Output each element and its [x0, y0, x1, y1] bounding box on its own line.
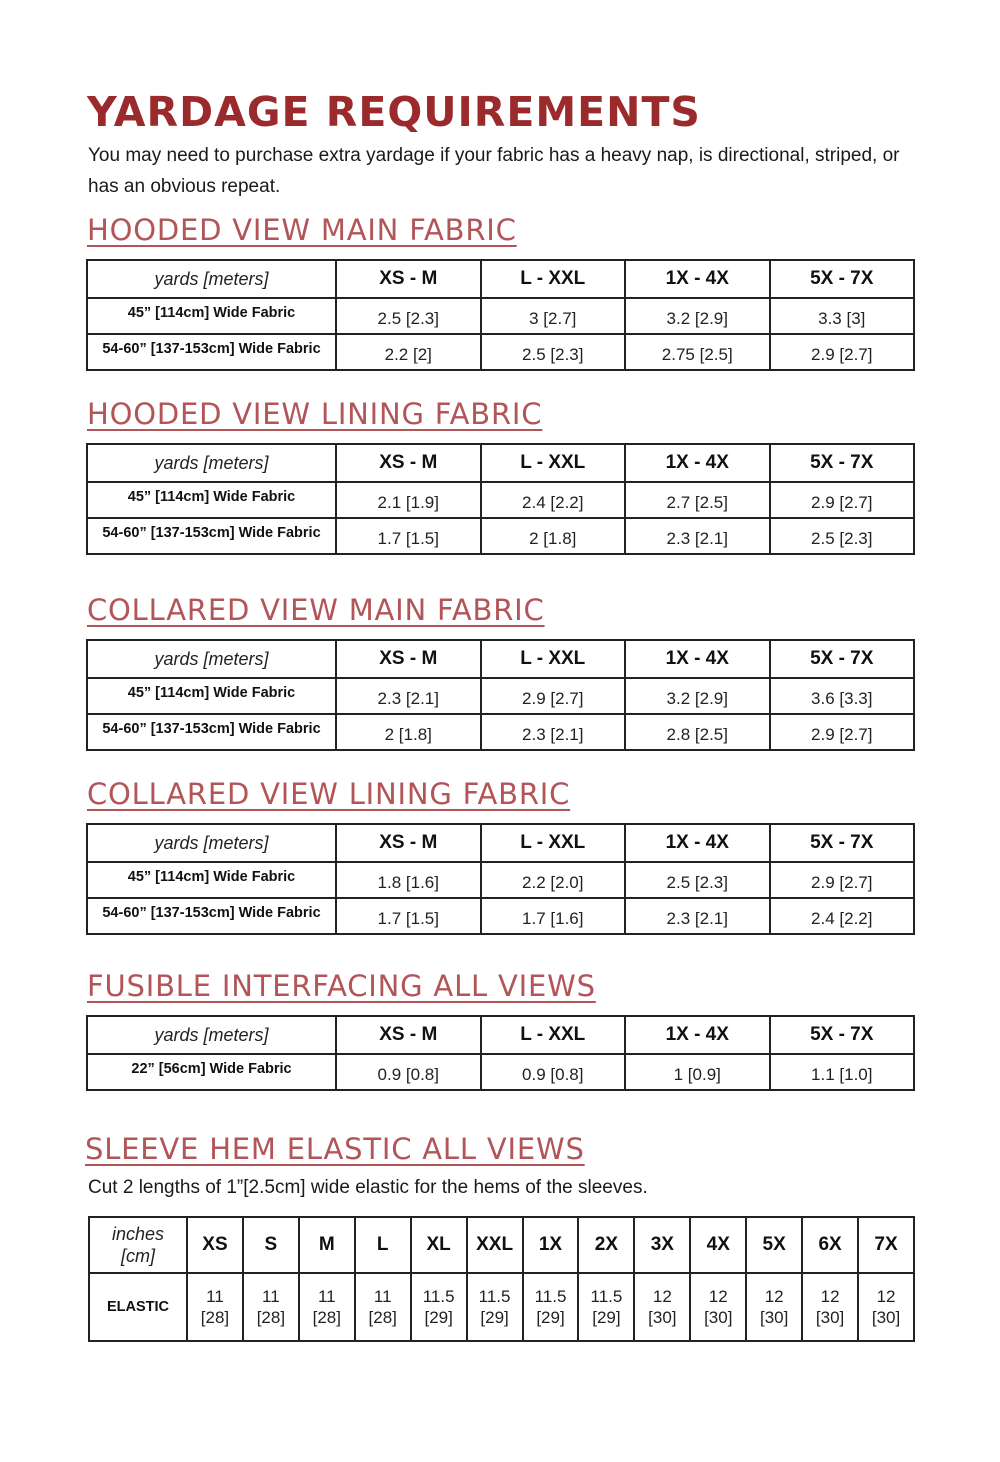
- size-header: L - XXL: [481, 824, 626, 862]
- yardage-cell: 2.5 [2.3]: [770, 518, 915, 554]
- units-header: yards [meters]: [87, 444, 336, 482]
- table-row: [87, 1054, 914, 1090]
- elastic-length-cell: [523, 1273, 579, 1341]
- yardage-cell: 2.5 [2.3]: [481, 334, 626, 370]
- yardage-cell: 2.1 [1.9]: [336, 482, 481, 518]
- fabric-width-label: 45” [114cm] Wide Fabric: [87, 482, 336, 518]
- units-line-cm: [cm]: [121, 1246, 155, 1266]
- size-header: L: [355, 1217, 411, 1273]
- yardage-cell: 0.9 [0.8]: [336, 1054, 481, 1090]
- size-header: L - XXL: [481, 260, 626, 298]
- yardage-cell: 2.9 [2.7]: [770, 334, 915, 370]
- elastic-length-cell: [802, 1273, 858, 1341]
- size-header: L - XXL: [481, 444, 626, 482]
- table-row: [87, 482, 914, 518]
- yardage-cell: 2 [1.8]: [481, 518, 626, 554]
- yardage-cell: 0.9 [0.8]: [481, 1054, 626, 1090]
- cm-value: [30]: [760, 1308, 789, 1327]
- table-header-row: [89, 1217, 914, 1273]
- inches-value: 11.5: [590, 1287, 623, 1306]
- elastic-length-cell: [690, 1273, 746, 1341]
- cm-value: [29]: [536, 1308, 565, 1327]
- elastic-length-cell: [187, 1273, 243, 1341]
- table-row: [87, 862, 914, 898]
- intro-text: You may need to purchase extra yardage if your fabric has a heavy nap, is directional, striped, or has an obvious repeat.: [88, 145, 900, 197]
- elastic-length-cell: [746, 1273, 802, 1341]
- cm-value: [28]: [200, 1308, 230, 1327]
- elastic-note: Cut 2 lengths of 1”[2.5cm] wide elastic for the hems of the sleeves.: [88, 1177, 648, 1198]
- yardage-cell: 2.3 [2.1]: [625, 898, 770, 934]
- size-header: 1X - 4X: [625, 1016, 770, 1054]
- yardage-cell: 2.7 [2.5]: [625, 482, 770, 518]
- cm-value: [29]: [480, 1308, 509, 1327]
- yardage-cell: 2.2 [2.0]: [481, 862, 626, 898]
- yardage-cell: 1.7 [1.6]: [481, 898, 626, 934]
- elastic-length-cell: [299, 1273, 355, 1341]
- table-header-row: [87, 824, 914, 862]
- size-header: 5X - 7X: [770, 260, 915, 298]
- fabric-width-label: 45” [114cm] Wide Fabric: [87, 862, 336, 898]
- table-row: [87, 898, 914, 934]
- elastic-length-cell: [355, 1273, 411, 1341]
- inches-value: 11: [373, 1287, 392, 1306]
- yardage-cell: 3.3 [3]: [770, 298, 915, 334]
- inches-value: 12: [876, 1287, 896, 1306]
- yardage-cell: 2.5 [2.3]: [336, 298, 481, 334]
- yardage-cell: 2.9 [2.7]: [770, 482, 915, 518]
- yardage-cell: 2.4 [2.2]: [481, 482, 626, 518]
- fabric-width-label: 45” [114cm] Wide Fabric: [87, 678, 336, 714]
- size-header: XS - M: [336, 1016, 481, 1054]
- units-header: yards [meters]: [87, 824, 336, 862]
- yardage-cell: 2.8 [2.5]: [625, 714, 770, 750]
- cm-value: [29]: [592, 1308, 621, 1327]
- yardage-cell: 2.9 [2.7]: [481, 678, 626, 714]
- inches-value: 11: [206, 1287, 224, 1306]
- cm-value: [30]: [704, 1308, 733, 1327]
- elastic-table: [88, 1216, 915, 1342]
- elastic-row-label: ELASTIC: [89, 1273, 187, 1341]
- inches-value: 11: [317, 1287, 336, 1306]
- units-line-inches: inches: [111, 1224, 165, 1244]
- size-header: 1X - 4X: [625, 640, 770, 678]
- section-heading: FUSIBLE INTERFACING ALL VIEWS: [87, 969, 596, 1003]
- yardage-cell: 2.9 [2.7]: [770, 862, 915, 898]
- size-header: XS - M: [336, 824, 481, 862]
- yardage-cell: 2 [1.8]: [336, 714, 481, 750]
- units-header: yards [meters]: [87, 640, 336, 678]
- yardage-cell: 2.4 [2.2]: [770, 898, 915, 934]
- size-header: XS - M: [336, 260, 481, 298]
- cm-value: [30]: [648, 1308, 677, 1327]
- table-row: [87, 334, 914, 370]
- fabric-width-label: 54-60” [137-153cm] Wide Fabric: [87, 518, 336, 554]
- inches-value: 12: [708, 1287, 728, 1306]
- size-header: XS: [187, 1217, 243, 1273]
- elastic-length-cell: [578, 1273, 634, 1341]
- size-header: 6X: [802, 1217, 858, 1273]
- fabric-width-label: 45” [114cm] Wide Fabric: [87, 298, 336, 334]
- elastic-length-cell: [243, 1273, 299, 1341]
- yardage-cell: 3.2 [2.9]: [625, 678, 770, 714]
- elastic-length-cell: [411, 1273, 467, 1341]
- size-header: XL: [411, 1217, 467, 1273]
- inches-value: 11.5: [478, 1287, 511, 1306]
- cm-value: [28]: [368, 1308, 397, 1327]
- size-header: 3X: [634, 1217, 690, 1273]
- size-header: 1X: [523, 1217, 579, 1273]
- units-header: yards [meters]: [87, 1016, 336, 1054]
- inches-value: 11: [262, 1287, 280, 1306]
- page-title: YARDAGE REQUIREMENTS: [87, 88, 701, 136]
- elastic-length-cell: [467, 1273, 523, 1341]
- cm-value: [30]: [871, 1308, 901, 1327]
- size-header: 1X - 4X: [625, 260, 770, 298]
- size-header: S: [243, 1217, 299, 1273]
- section-heading: HOODED VIEW MAIN FABRIC: [87, 213, 517, 247]
- size-header: L - XXL: [481, 640, 626, 678]
- table-header-row: [87, 1016, 914, 1054]
- yardage-cell: 2.75 [2.5]: [625, 334, 770, 370]
- size-header: M: [299, 1217, 355, 1273]
- yardage-cell: 1.7 [1.5]: [336, 898, 481, 934]
- table-row: [89, 1273, 914, 1341]
- yardage-table: [86, 259, 915, 371]
- units-header: yards [meters]: [87, 260, 336, 298]
- size-header: 4X: [690, 1217, 746, 1273]
- inches-value: 12: [652, 1287, 672, 1306]
- size-header: 5X - 7X: [770, 444, 915, 482]
- cm-value: [28]: [256, 1308, 286, 1327]
- table-header-row: [87, 640, 914, 678]
- table-row: [87, 714, 914, 750]
- yardage-table: [86, 823, 915, 935]
- size-header: L - XXL: [481, 1016, 626, 1054]
- fabric-width-label: 54-60” [137-153cm] Wide Fabric: [87, 714, 336, 750]
- cm-value: [28]: [312, 1308, 341, 1327]
- yardage-cell: 1.1 [1.0]: [770, 1054, 915, 1090]
- size-header: 1X - 4X: [625, 824, 770, 862]
- size-header: 1X - 4X: [625, 444, 770, 482]
- section-heading: HOODED VIEW LINING FABRIC: [87, 397, 543, 431]
- yardage-cell: 2.9 [2.7]: [770, 714, 915, 750]
- size-header: XS - M: [336, 640, 481, 678]
- inches-value: 12: [764, 1287, 784, 1306]
- yardage-table: [86, 1015, 915, 1091]
- cm-value: [29]: [424, 1308, 453, 1327]
- size-header: 5X - 7X: [770, 824, 915, 862]
- size-header: XS - M: [336, 444, 481, 482]
- units-header: [89, 1217, 187, 1273]
- table-header-row: [87, 444, 914, 482]
- section-heading: COLLARED VIEW LINING FABRIC: [87, 777, 571, 811]
- size-header: 5X - 7X: [770, 640, 915, 678]
- yardage-cell: 2.3 [2.1]: [336, 678, 481, 714]
- elastic-length-cell: [858, 1273, 914, 1341]
- fabric-width-label: 54-60” [137-153cm] Wide Fabric: [87, 898, 336, 934]
- yardage-table: [86, 639, 915, 751]
- table-row: [87, 518, 914, 554]
- yardage-cell: 2.3 [2.1]: [625, 518, 770, 554]
- yardage-cell: 1.8 [1.6]: [336, 862, 481, 898]
- size-header: 5X - 7X: [770, 1016, 915, 1054]
- size-header: XXL: [467, 1217, 523, 1273]
- fabric-width-label: 22” [56cm] Wide Fabric: [87, 1054, 336, 1090]
- cm-value: [30]: [815, 1308, 845, 1327]
- size-header: 5X: [746, 1217, 802, 1273]
- inches-value: 12: [820, 1287, 840, 1306]
- yardage-cell: 3.6 [3.3]: [770, 678, 915, 714]
- yardage-table: [86, 443, 915, 555]
- table-row: [87, 298, 914, 334]
- yardage-cell: 3.2 [2.9]: [625, 298, 770, 334]
- section-heading: SLEEVE HEM ELASTIC ALL VIEWS: [85, 1132, 585, 1166]
- section-heading: COLLARED VIEW MAIN FABRIC: [87, 593, 545, 627]
- table-header-row: [87, 260, 914, 298]
- yardage-cell: 3 [2.7]: [481, 298, 626, 334]
- yardage-cell: 2.3 [2.1]: [481, 714, 626, 750]
- fabric-width-label: 54-60” [137-153cm] Wide Fabric: [87, 334, 336, 370]
- table-row: [87, 678, 914, 714]
- size-header: 7X: [858, 1217, 914, 1273]
- yardage-cell: 1 [0.9]: [625, 1054, 770, 1090]
- size-header: 2X: [578, 1217, 634, 1273]
- yardage-cell: 2.2 [2]: [336, 334, 481, 370]
- yardage-cell: 2.5 [2.3]: [625, 862, 770, 898]
- elastic-length-cell: [634, 1273, 690, 1341]
- inches-value: 11.5: [422, 1287, 455, 1306]
- inches-value: 11.5: [534, 1287, 567, 1306]
- yardage-cell: 1.7 [1.5]: [336, 518, 481, 554]
